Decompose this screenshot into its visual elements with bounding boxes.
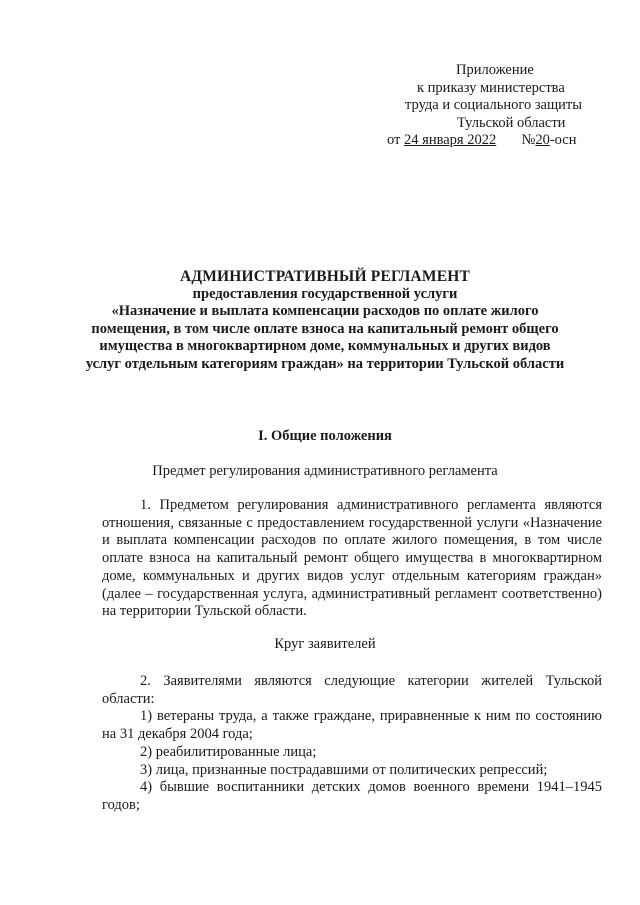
order-number: 20 [535,132,550,148]
appendix-line-1: Приложение [456,62,534,78]
title-line-4: помещения, в том числе оплате взноса на капитальный ремонт общего [91,320,559,337]
number-suffix: -осн [549,132,577,148]
order-date: 24 января 2022 [404,132,497,148]
list-item: 1) ветераны труда, а также граждане, приравненные к ним по состоянию на 31 декабря 2004 года; [102,708,602,743]
subheading-applicants: Круг заявителей [274,636,376,652]
number-prefix: № [521,132,536,148]
appendix-block [370,62,620,150]
title-line-3: «Назначение и выплата компенсации расходов по оплате жилого [111,303,539,320]
list-item: 3) лица, признанные пострадавшими от политических репрессий; [140,761,548,778]
list-item: 4) бывшие воспитанники детских домов военного времени 1941–1945 годов; [102,779,602,813]
paragraph-2-block [102,673,602,815]
list-item: 2) реабилитированные лица; [140,743,317,760]
title-line-2: предоставления государственной услуги [192,285,458,302]
appendix-line-4: Тульской области [457,114,566,131]
subheading-subject: Предмет регулирования административного регламента [152,463,498,479]
appendix-line-3: труда и социального защиты [405,97,582,113]
date-prefix: от [387,132,401,148]
paragraph-1: 1. Предметом регулирования административного регламента являются отношения, связанные с предоставлением государственной услуги «Назначение и выплата компенсации расходов по оплате жилого помещения, в том числе оплате взноса на капитальный ремонт общего имущества в многоквартирном доме, коммунальных и других видов услуг отдельным категориям граждан» (далее – государственная услуга, административный регламент соответственно) на территории Тульской области. [102,497,602,620]
appendix-line-2: к приказу министерства [417,79,565,96]
title-line-5: имущества в многоквартирном доме, коммунальных и других видов [99,338,551,355]
title-line-6: услуг отдельным категориям граждан» на территории Тульской области [85,355,565,372]
document-title [60,268,590,374]
appendix-date-line [370,132,620,150]
paragraph-2: 2. Заявителями являются следующие категории жителей Тульской области: [102,673,602,707]
title-main: АДМИНИСТРАТИВНЫЙ РЕГЛАМЕНТ [179,268,471,285]
paragraph-1-block [102,497,602,621]
section-heading: I. Общие положения [258,428,392,444]
